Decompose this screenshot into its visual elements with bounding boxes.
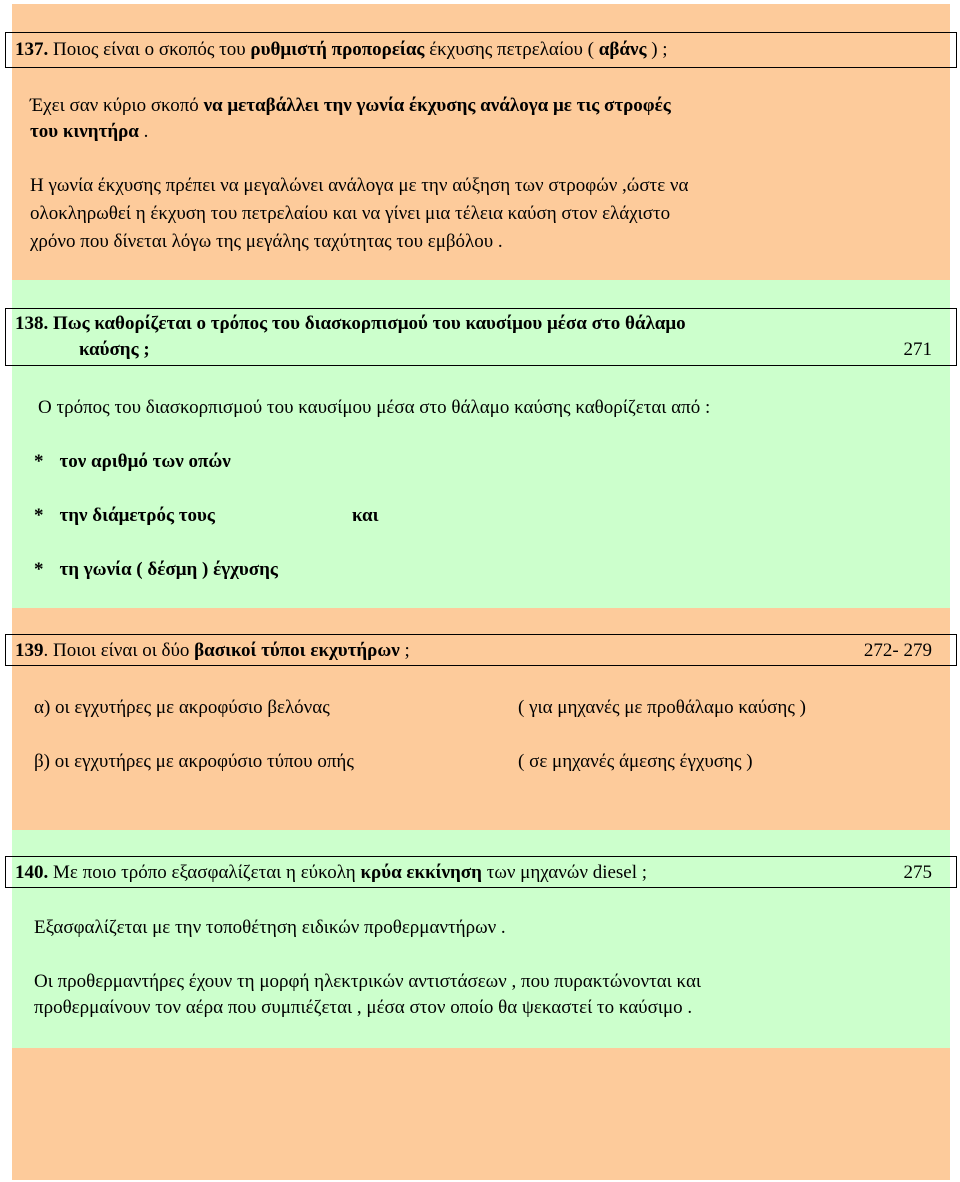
q138-title-line1: 138. Πως καθορίζεται ο τρόπος του διασκορπισμού του καυσίμου μέσα στο θάλαμο (15, 313, 686, 334)
trailing-band (12, 1048, 950, 1180)
q139-option-b-note: ( σε μηχανές άμεσης έγχυσης ) (518, 751, 753, 772)
q138-number: 138. (15, 313, 49, 334)
q140-answer: Εξασφαλίζεται με την τοποθέτηση ειδικών προθερμαντήρων . (34, 917, 506, 938)
q139-page-ref: 272- 279 (863, 640, 932, 661)
q137-explanation-line1: Η γωνία έκχυσης πρέπει να μεγαλώνει ανάλογα με την αύξηση των στροφών ,ώστε να (30, 175, 689, 196)
q140-question-box: 140. Με ποιο τρόπο εξασφαλίζεται η εύκολη κρύα εκκίνηση των μηχανών diesel ; 275 (5, 856, 957, 888)
q139-question-box: 139. Ποιοι είναι οι δύο βασικοί τύποι εκχυτήρων ; 272- 279 (5, 634, 957, 666)
q138-item2-and: και (352, 505, 379, 526)
q140-page-ref: 275 (903, 862, 932, 883)
q138-intro: Ο τρόπος του διασκορπισμού του καυσίμου μέσα στο θάλαμο καύσης καθορίζεται από : (38, 397, 711, 418)
q139-number: 139 (15, 640, 44, 661)
q138-item2: * την διάμετρός τους (34, 505, 215, 526)
q137-number: 137. (15, 39, 49, 60)
q137-explanation-line3: χρόνο που δίνεται λόγω της μεγάλης ταχύτητας του εμβόλου . (30, 231, 503, 252)
q137-question-box: 137. Ποιος είναι ο σκοπός του ρυθμιστή προπορείας έκχυσης πετρελαίου ( αβάνς ) ; (5, 32, 957, 68)
q139-option-a-note: ( για μηχανές με προθάλαμο καύσης ) (518, 697, 806, 718)
q138-title-line2: καύσης ; 271 (15, 337, 932, 363)
q137-explanation-line2: ολοκληρωθεί η έκχυση του πετρελαίου και να γίνει μια τέλεια καύση στον ελάχιστο (30, 203, 671, 224)
q137-answer-line2: του κινητήρα . (30, 121, 149, 142)
q140-explanation-line2: προθερμαίνουν τον αέρα που συμπιέζεται , μέσα στον οποίο θα ψεκαστεί το καύσιμο . (34, 997, 693, 1018)
q138-item3: * τη γωνία ( δέσμη ) έγχυσης (34, 559, 278, 580)
q138-question-box (5, 308, 957, 366)
q139-option-a: α) οι εγχυτήρες με ακροφύσιο βελόνας (34, 697, 330, 718)
q140-explanation-line1: Οι προθερμαντήρες έχουν τη μορφή ηλεκτρικών αντιστάσεων , που πυρακτώνονται και (34, 971, 702, 992)
q137-answer-line1: Έχει σαν κύριο σκοπό να μεταβάλλει την γωνία έκχυσης ανάλογα με τις στροφές (30, 95, 671, 116)
q139-option-b: β) οι εγχυτήρες με ακροφύσιο τύπου οπής (34, 751, 354, 772)
q138-item1: * τον αριθμό των οπών (34, 451, 231, 472)
q138-page-ref: 271 (903, 339, 932, 360)
q140-number: 140. (15, 862, 49, 883)
